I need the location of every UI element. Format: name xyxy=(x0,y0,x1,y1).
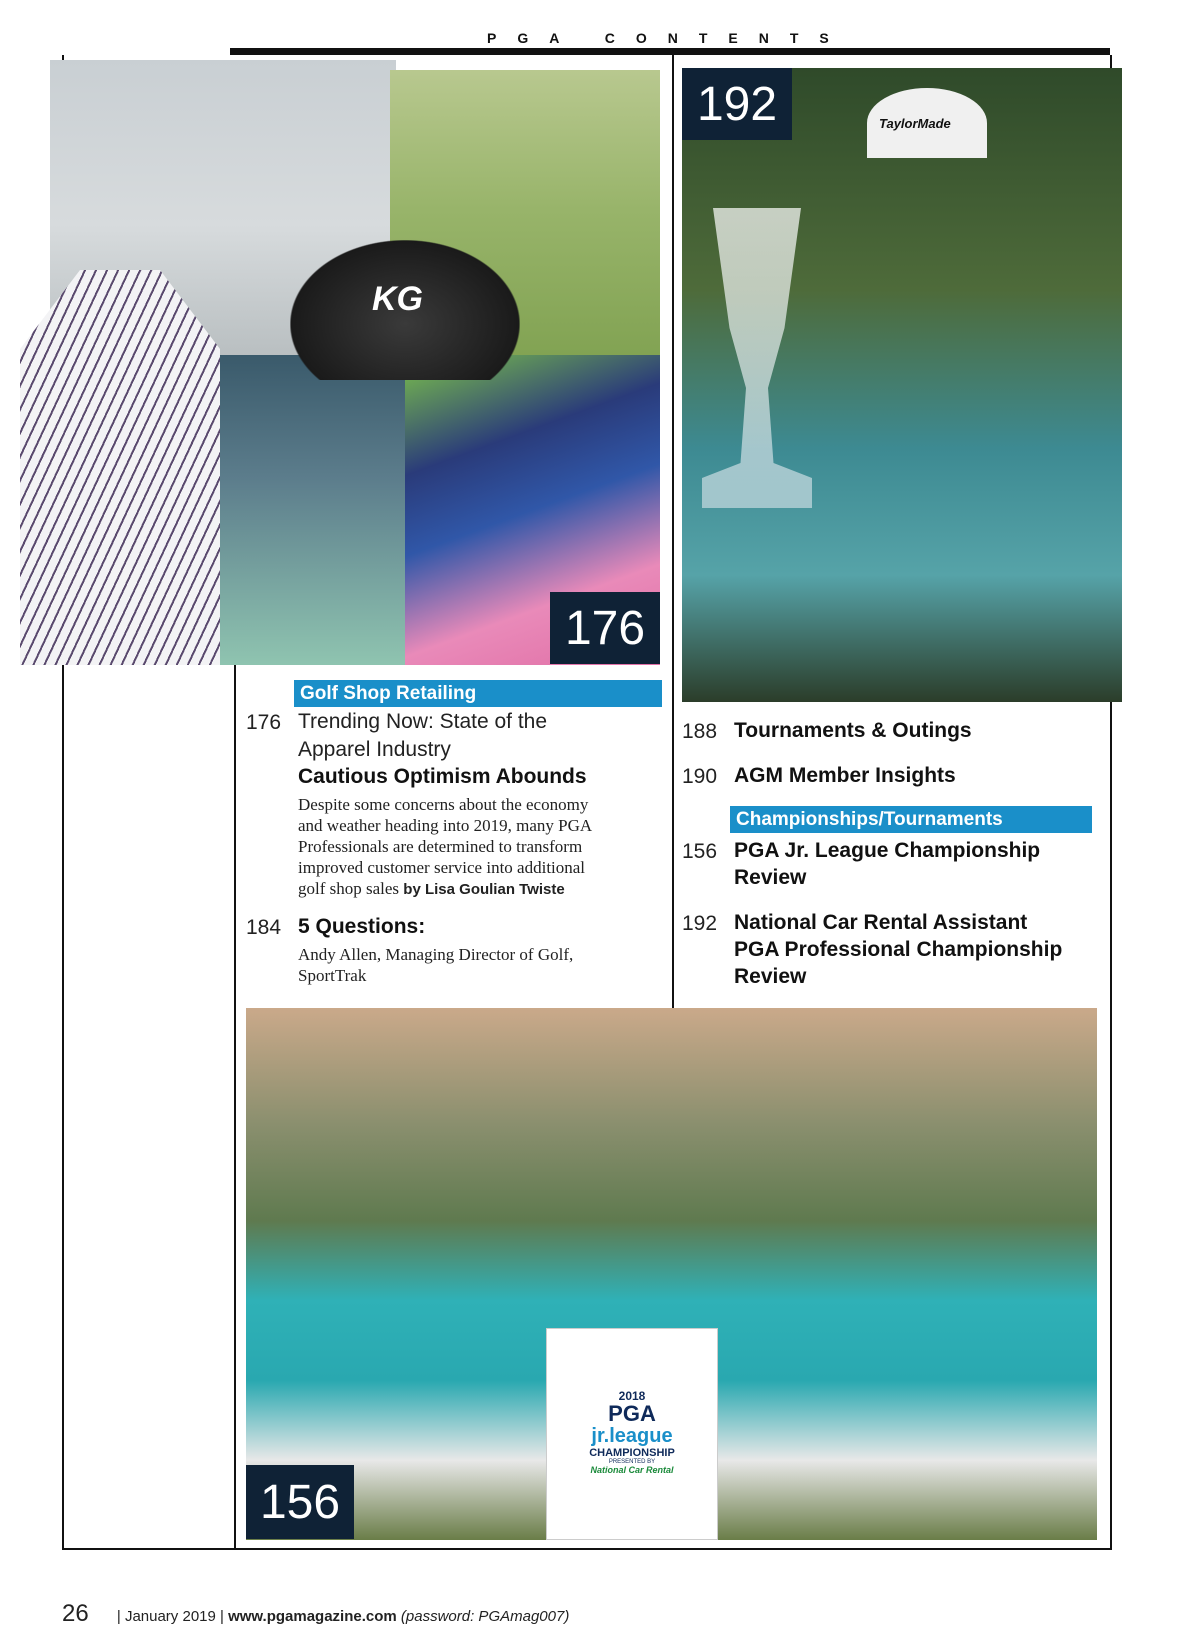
website-link[interactable]: www.pgamagazine.com xyxy=(228,1608,397,1625)
desc-line: golf shop sales xyxy=(298,879,400,898)
sign-year: 2018 xyxy=(618,1389,646,1403)
entry-190-title[interactable]: AGM Member Insights xyxy=(734,764,956,787)
entry-156-title-line1[interactable]: PGA Jr. League Championship xyxy=(734,839,1041,862)
desc-line: improved customer service into additional xyxy=(298,858,586,877)
entry-184-page: 184 xyxy=(246,916,282,939)
header-rule xyxy=(230,48,1110,55)
team-page-badge: 156 xyxy=(246,1465,354,1539)
man-polo-photo xyxy=(205,355,420,665)
winner-cap-logo: TaylorMade xyxy=(879,116,951,131)
sign-league: jr.league xyxy=(591,1425,673,1447)
sign-sponsor: National Car Rental xyxy=(590,1465,674,1475)
cap-logo: KG xyxy=(372,280,423,318)
sign-brand: PGA xyxy=(608,1401,656,1426)
desc-line: Despite some concerns about the economy xyxy=(298,795,589,814)
byline: by Lisa Goulian Twiste xyxy=(403,881,565,898)
cap-photo xyxy=(290,240,520,380)
entry-176-page: 176 xyxy=(246,711,282,734)
apparel-page-badge: 176 xyxy=(550,592,660,664)
championship-sign xyxy=(546,1328,718,1540)
crystal-trophy xyxy=(702,208,812,508)
entry-192-title-line3[interactable]: Review xyxy=(734,965,807,988)
password-note: (password: PGAmag007) xyxy=(400,1608,570,1625)
entry-188-page: 188 xyxy=(682,720,718,743)
section-header: PGA CONTENTS xyxy=(487,30,850,46)
desc-line: Andy Allen, Managing Director of Golf, xyxy=(298,945,574,964)
desc-line: Professionals are determined to transform xyxy=(298,837,583,856)
footer xyxy=(62,1600,569,1628)
entry-176-subtitle[interactable]: Cautious Optimism Abounds xyxy=(298,765,587,788)
trophy-winner-photo xyxy=(682,68,1122,702)
trophy-page-badge: 192 xyxy=(682,68,792,140)
entry-192-title-line2[interactable]: PGA Professional Championship xyxy=(734,938,1063,961)
entry-184-description xyxy=(298,944,573,986)
championships-bar: Championships/Tournaments xyxy=(730,806,1092,833)
entry-156-page: 156 xyxy=(682,840,718,863)
entry-190-page: 190 xyxy=(682,765,718,788)
entry-176-description xyxy=(298,794,592,900)
entry-156-title-line2[interactable]: Review xyxy=(734,866,807,889)
entry-184-title[interactable]: 5 Questions: xyxy=(298,915,426,938)
winner-cap xyxy=(867,88,987,158)
desc-line: and weather heading into 2019, many PGA xyxy=(298,816,593,835)
entry-176-title-line2[interactable]: Apparel Industry xyxy=(298,738,451,761)
frame-divider-left xyxy=(234,665,236,1550)
sign-event: CHAMPIONSHIP xyxy=(589,1447,675,1459)
sign-presented: PRESENTED BY xyxy=(608,1459,656,1465)
entry-192-page: 192 xyxy=(682,912,718,935)
frame-divider-center xyxy=(672,55,674,1010)
desc-line: SportTrak xyxy=(298,966,367,985)
jr-league-team-photo xyxy=(246,1008,1097,1540)
issue-date: | January 2019 | xyxy=(116,1608,224,1625)
page-number: 26 xyxy=(62,1600,89,1627)
entry-188-title[interactable]: Tournaments & Outings xyxy=(734,719,972,742)
entry-176-title-line1[interactable]: Trending Now: State of the xyxy=(298,710,548,733)
golf-shop-retailing-bar: Golf Shop Retailing xyxy=(294,680,662,707)
entry-192-title-line1[interactable]: National Car Rental Assistant xyxy=(734,911,1028,934)
sleeveless-top-photo xyxy=(20,270,220,665)
frame-bottom xyxy=(62,1548,1112,1550)
